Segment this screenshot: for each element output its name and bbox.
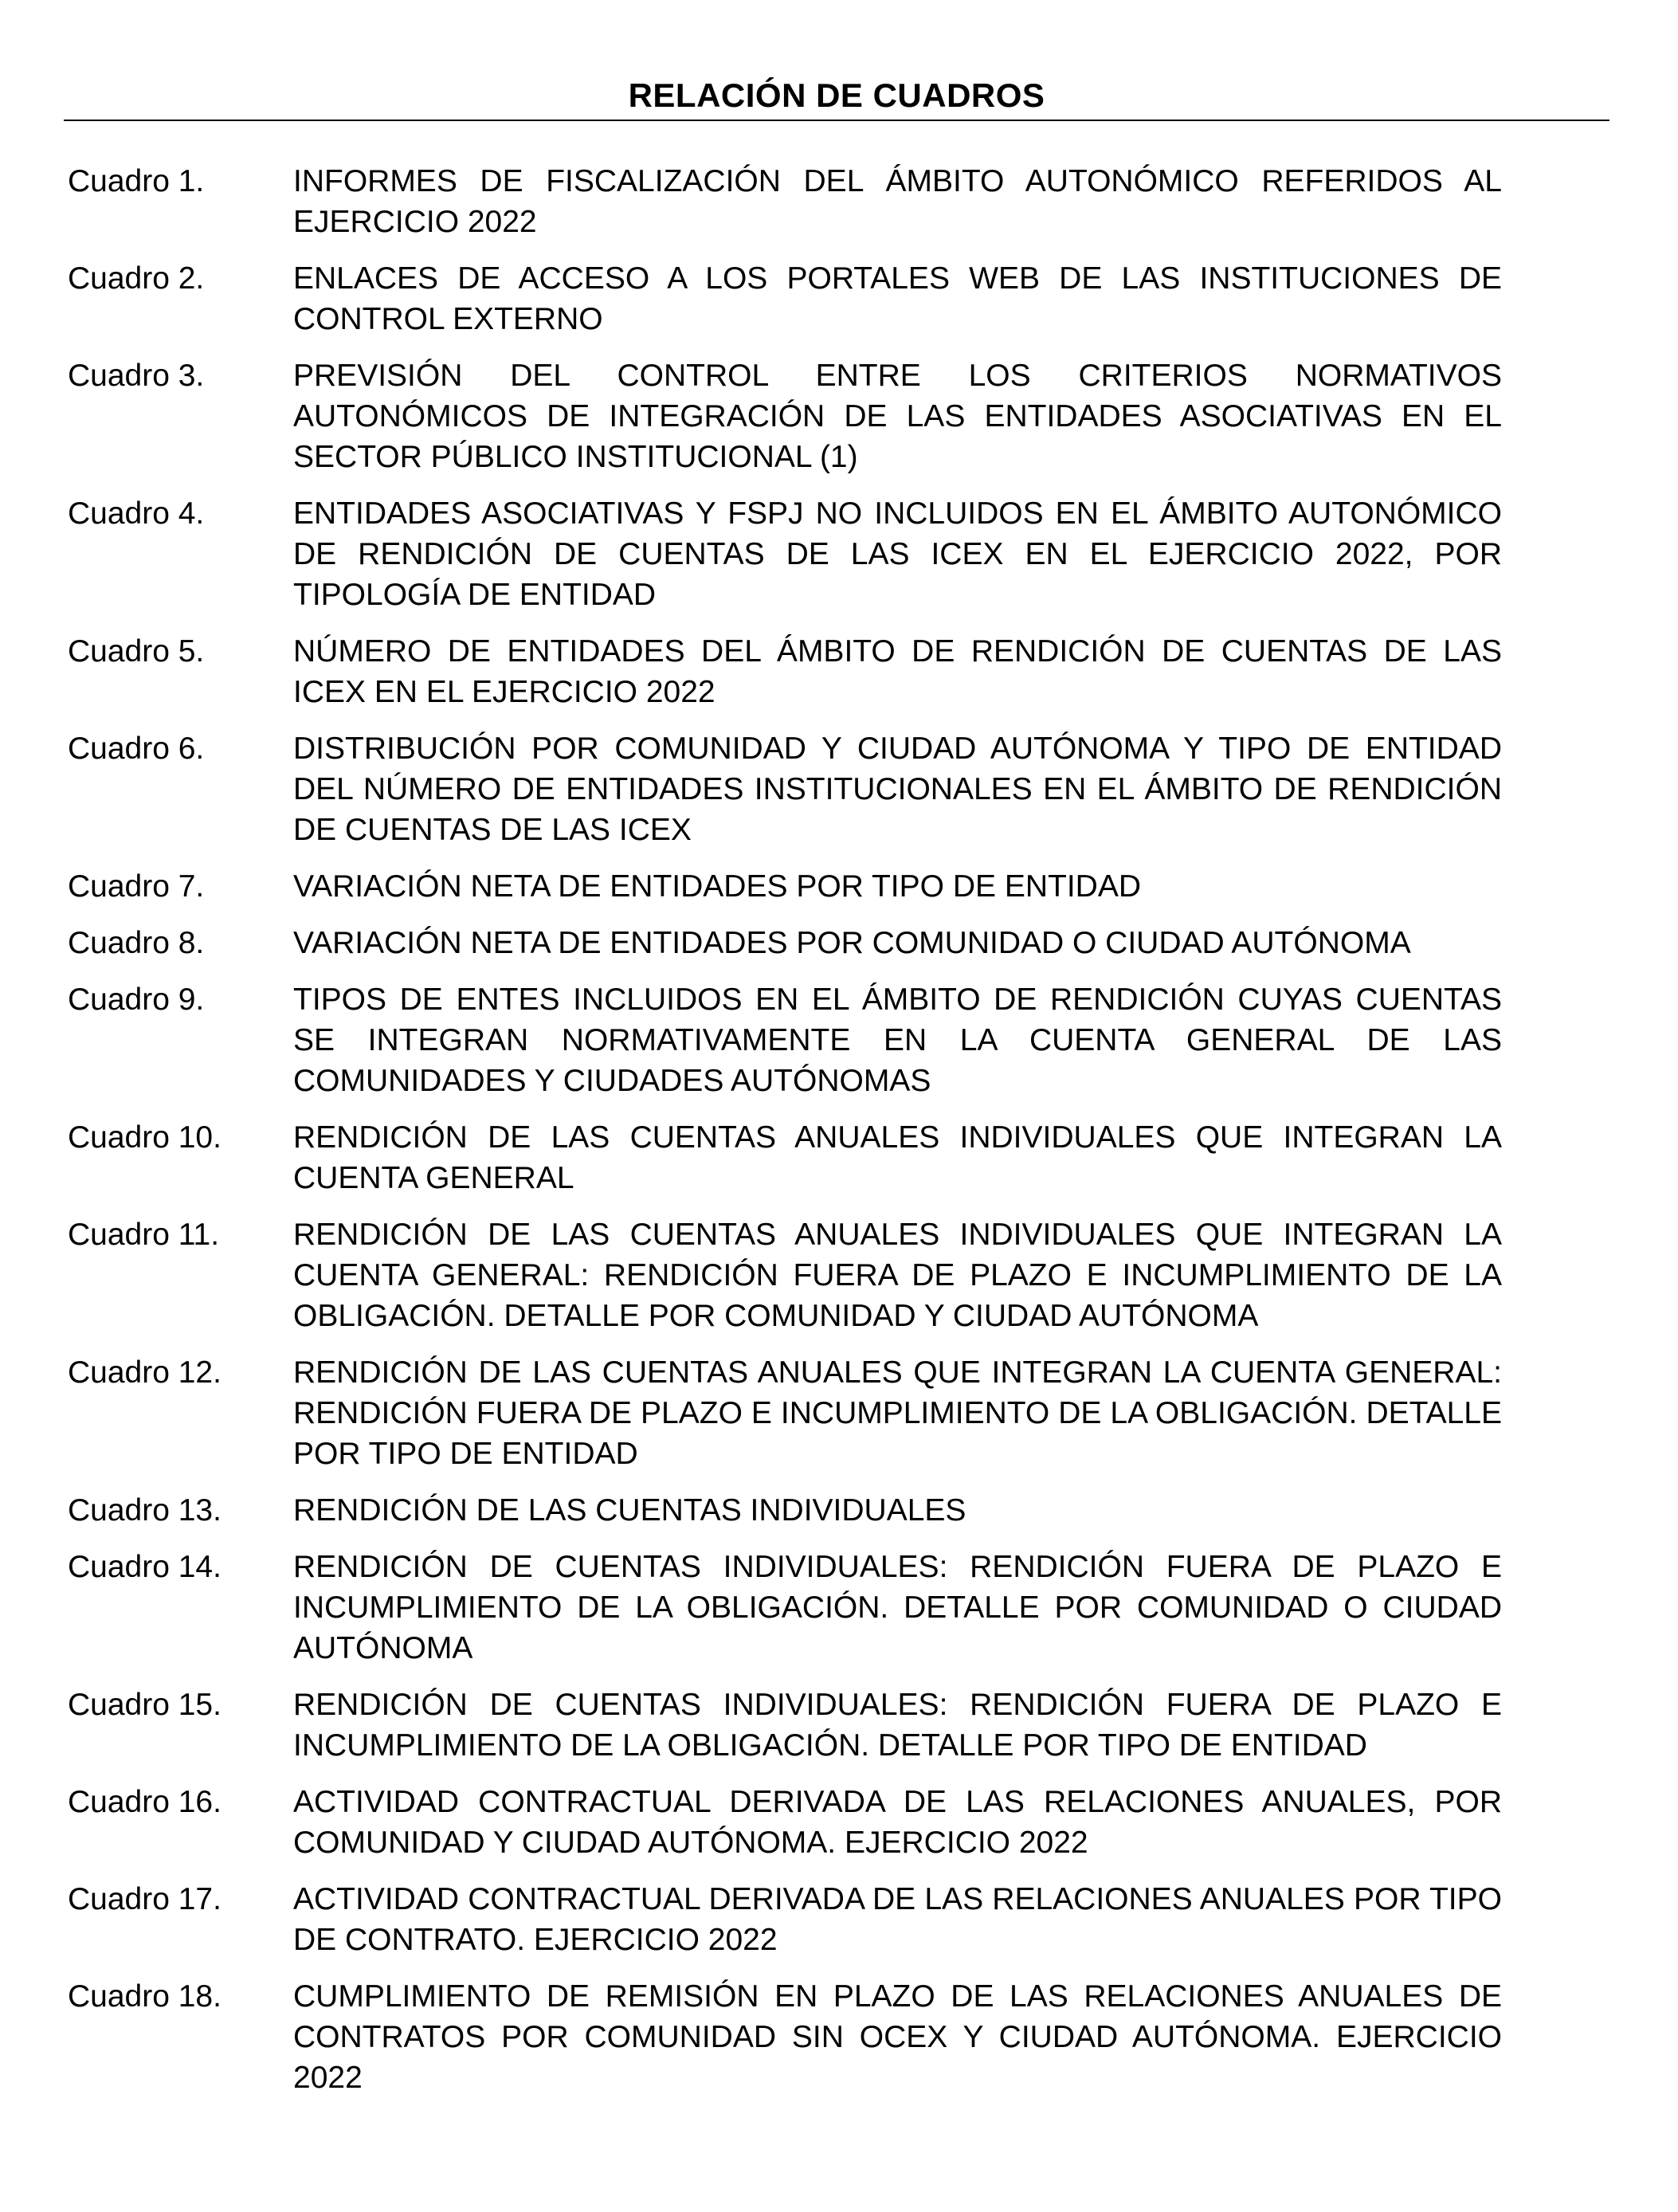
list-item [68, 1976, 1502, 2098]
table-number: Cuadro 15. [68, 1688, 222, 1722]
list-item [68, 1879, 1502, 1960]
list-item [68, 1117, 1502, 1198]
list-item [68, 493, 1502, 615]
table-caption: PREVISIÓN DEL CONTROL ENTRE LOS CRITERIOS NORMATIVOS AUTONÓMICOS DE INTEGRACIÓN DE LAS ENTIDADES ASOCIATIVAS EN EL SECTOR PÚBLICO INSTITUCIONAL (1) [293, 359, 1502, 474]
table-number: Cuadro 7. [68, 869, 205, 904]
table-number: Cuadro 10. [68, 1120, 222, 1155]
table-number: Cuadro 6. [68, 731, 205, 766]
table-number: Cuadro 5. [68, 634, 205, 669]
list-item [68, 631, 1502, 712]
list-item [68, 728, 1502, 850]
table-caption: RENDICIÓN DE CUENTAS INDIVIDUALES: RENDICIÓN FUERA DE PLAZO E INCUMPLIMIENTO DE LA OBLIGACIÓN. DETALLE POR COMUNIDAD O CIUDAD AUTÓNOMA [293, 1550, 1502, 1665]
page-title: RELACIÓN DE CUADROS [628, 76, 1045, 114]
table-caption: ENTIDADES ASOCIATIVAS Y FSPJ NO INCLUIDOS EN EL ÁMBITO AUTONÓMICO DE RENDICIÓN DE CUENTAS DE LAS ICEX EN EL EJERCICIO 2022, POR TIPOLOGÍA DE ENTIDAD [293, 496, 1502, 612]
table-caption: INFORMES DE FISCALIZACIÓN DEL ÁMBITO AUTONÓMICO REFERIDOS AL EJERCICIO 2022 [293, 164, 1502, 239]
table-caption: ENLACES DE ACCESO A LOS PORTALES WEB DE LAS INSTITUCIONES DE CONTROL EXTERNO [293, 261, 1502, 336]
list-item [68, 1352, 1502, 1474]
list-item [68, 866, 1502, 907]
table-number: Cuadro 9. [68, 982, 205, 1017]
table-number: Cuadro 4. [68, 496, 205, 531]
table-number: Cuadro 8. [68, 926, 205, 960]
table-number: Cuadro 2. [68, 261, 205, 296]
table-caption: CUMPLIMIENTO DE REMISIÓN EN PLAZO DE LAS RELACIONES ANUALES DE CONTRATOS POR COMUNIDAD SIN OCEX Y CIUDAD AUTÓNOMA. EJERCICIO 2022 [293, 1979, 1502, 2095]
table-number: Cuadro 11. [68, 1218, 220, 1252]
table-number: Cuadro 12. [68, 1355, 222, 1390]
list-item [68, 979, 1502, 1101]
table-caption: ACTIVIDAD CONTRACTUAL DERIVADA DE LAS RELACIONES ANUALES POR TIPO DE CONTRATO. EJERCICIO 2022 [293, 1882, 1502, 1957]
list-item [68, 923, 1502, 963]
table-number: Cuadro 3. [68, 359, 205, 393]
list-item [68, 161, 1502, 242]
table-number: Cuadro 18. [68, 1979, 222, 2014]
table-number: Cuadro 1. [68, 164, 205, 198]
table-number: Cuadro 14. [68, 1550, 222, 1584]
table-caption: NÚMERO DE ENTIDADES DEL ÁMBITO DE RENDICIÓN DE CUENTAS DE LAS ICEX EN EL EJERCICIO 2022 [293, 634, 1502, 709]
list-item [68, 1684, 1502, 1766]
table-caption: RENDICIÓN DE LAS CUENTAS ANUALES INDIVIDUALES QUE INTEGRAN LA CUENTA GENERAL [293, 1120, 1502, 1195]
list-item [68, 1782, 1502, 1863]
table-caption: RENDICIÓN DE LAS CUENTAS ANUALES INDIVIDUALES QUE INTEGRAN LA CUENTA GENERAL: RENDICIÓN FUERA DE PLAZO E INCUMPLIMIENTO DE LA OBLIGACIÓN. DETALLE POR COMUNIDAD Y CIUDAD AUTÓNOMA [293, 1218, 1502, 1333]
table-caption: VARIACIÓN NETA DE ENTIDADES POR TIPO DE ENTIDAD [293, 869, 1142, 904]
table-number: Cuadro 17. [68, 1882, 222, 1916]
list-item [68, 1547, 1502, 1669]
table-caption: DISTRIBUCIÓN POR COMUNIDAD Y CIUDAD AUTÓNOMA Y TIPO DE ENTIDAD DEL NÚMERO DE ENTIDADES INSTITUCIONALES EN EL ÁMBITO DE RENDICIÓN DE CUENTAS DE LAS ICEX [293, 731, 1502, 847]
table-caption: RENDICIÓN DE LAS CUENTAS ANUALES QUE INTEGRAN LA CUENTA GENERAL: RENDICIÓN FUERA DE PLAZO E INCUMPLIMIENTO DE LA OBLIGACIÓN. DETALLE POR TIPO DE ENTIDAD [293, 1355, 1502, 1471]
table-number: Cuadro 13. [68, 1493, 222, 1528]
table-caption: RENDICIÓN DE LAS CUENTAS INDIVIDUALES [293, 1493, 966, 1528]
list-item [68, 1490, 1502, 1531]
table-caption: ACTIVIDAD CONTRACTUAL DERIVADA DE LAS RELACIONES ANUALES, POR COMUNIDAD Y CIUDAD AUTÓNOMA. EJERCICIO 2022 [293, 1785, 1502, 1860]
list-item [68, 258, 1502, 339]
table-list [68, 161, 1502, 2114]
list-item [68, 1214, 1502, 1336]
table-number: Cuadro 16. [68, 1785, 222, 1819]
title-divider [64, 120, 1609, 121]
list-item [68, 355, 1502, 477]
table-caption: TIPOS DE ENTES INCLUIDOS EN EL ÁMBITO DE RENDICIÓN CUYAS CUENTAS SE INTEGRAN NORMATIVAMENTE EN LA CUENTA GENERAL DE LAS COMUNIDADES Y CIUDADES AUTÓNOMAS [293, 982, 1502, 1098]
table-caption: VARIACIÓN NETA DE ENTIDADES POR COMUNIDAD O CIUDAD AUTÓNOMA [293, 926, 1411, 960]
table-caption: RENDICIÓN DE CUENTAS INDIVIDUALES: RENDICIÓN FUERA DE PLAZO E INCUMPLIMIENTO DE LA OBLIGACIÓN. DETALLE POR TIPO DE ENTIDAD [293, 1688, 1502, 1763]
